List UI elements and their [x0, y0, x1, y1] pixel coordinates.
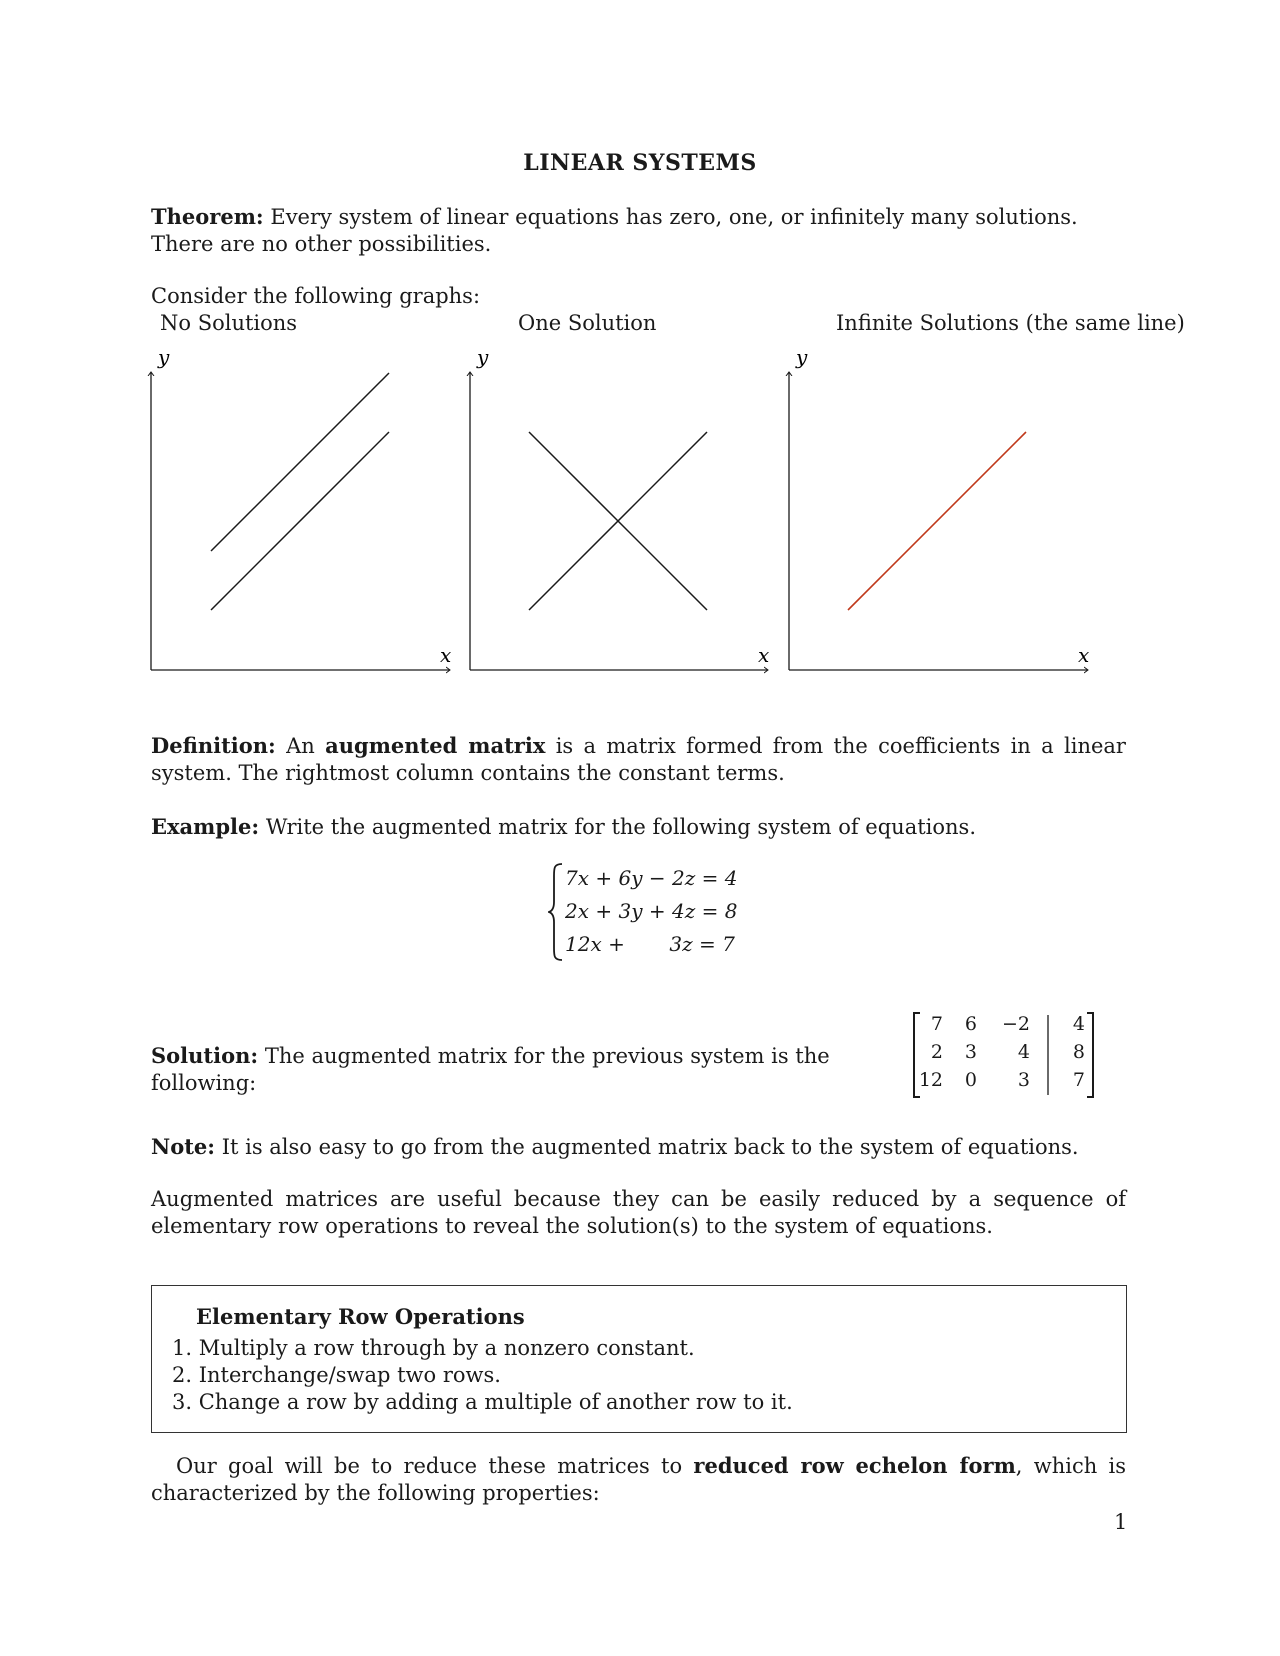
- definition-post: is a matrix formed from the coefficients in a linear system. The rightmost column contains the constant terms.: [151, 734, 1126, 785]
- matrix-cell: 4: [1017, 1041, 1030, 1063]
- graph-label-one-solution: One Solution: [518, 311, 657, 335]
- y-axis-label: y: [477, 345, 489, 369]
- example-text: Write the augmented matrix for the following system of equations.: [265, 815, 976, 839]
- equation-1: 7x + 6y − 2z = 4: [565, 866, 738, 890]
- row-operation-item: 1. Multiply a row through by a nonzero constant.: [172, 1336, 695, 1360]
- theorem-label: Theorem:: [151, 204, 264, 229]
- row-operations-box: [151, 1285, 1127, 1433]
- example-paragraph: [151, 813, 1126, 841]
- goal-pre: Our goal will be to reduce these matrices to: [176, 1454, 683, 1478]
- solution-paragraph: [151, 1042, 911, 1097]
- row-operation-item: 2. Interchange/swap two rows.: [172, 1363, 501, 1387]
- matrix-cell: 3: [964, 1041, 977, 1063]
- y-axis-label: y: [796, 345, 808, 369]
- example-label: Example:: [151, 814, 260, 839]
- system-brace: [548, 862, 564, 962]
- matrix-cell: 3: [1017, 1069, 1030, 1091]
- note-text: It is also easy to go from the augmented matrix back to the system of equations.: [221, 1135, 1079, 1159]
- goal-term: reduced row echelon form: [693, 1453, 1016, 1478]
- same-line: [848, 432, 1026, 610]
- matrix-cell: 6: [964, 1013, 977, 1035]
- graph-label-infinite-solutions: Infinite Solutions (the same line): [836, 311, 1185, 335]
- graphs-figure: [0, 0, 1280, 700]
- goal-post: , which is characterized by the following properties:: [151, 1454, 1126, 1505]
- matrix-cell: 7: [1072, 1069, 1085, 1091]
- row-operation-item: 3. Change a row by adding a multiple of another row to it.: [172, 1390, 793, 1414]
- y-axis-label: y: [158, 345, 170, 369]
- matrix-cell: −2: [1001, 1013, 1030, 1035]
- note-label: Note:: [151, 1134, 216, 1159]
- matrix-cell: 4: [1072, 1013, 1085, 1035]
- page-number: 1: [1114, 1510, 1128, 1534]
- row-operations-title: Elementary Row Operations: [196, 1304, 525, 1329]
- parallel-line-2: [211, 432, 389, 610]
- page-title: LINEAR SYSTEMS: [523, 150, 757, 176]
- equation-3: 12x + 3z = 7: [565, 932, 735, 956]
- graph-one-solution: [470, 345, 769, 670]
- parallel-line-1: [211, 373, 389, 551]
- note-paragraph: [151, 1133, 1126, 1161]
- x-axis-label: x: [758, 643, 770, 667]
- theorem-text: Every system of linear equations has zero, one, or infinitely many solutions. There are no other possibilities.: [151, 205, 1078, 256]
- matrix-cell: 2: [930, 1041, 943, 1063]
- usefulness-paragraph: Augmented matrices are useful because they can be easily reduced by a sequence of elementary row operations to reveal the solution(s) to the system of equations.: [151, 1187, 1126, 1238]
- graphs-intro: Consider the following graphs:: [151, 284, 481, 308]
- solution-label: Solution:: [151, 1043, 259, 1068]
- graph-infinite-solutions: [789, 345, 1089, 670]
- definition-term: augmented matrix: [325, 733, 546, 758]
- definition-label: Definition:: [151, 733, 276, 758]
- matrix-cell: 12: [918, 1069, 943, 1091]
- matrix-cell: 7: [930, 1013, 943, 1035]
- equation-2: 2x + 3y + 4z = 8: [565, 899, 738, 923]
- definition-paragraph: [151, 732, 1126, 787]
- matrix-cell: 0: [964, 1069, 977, 1091]
- matrix-cell: 8: [1072, 1041, 1085, 1063]
- graph-label-no-solutions: No Solutions: [160, 311, 298, 335]
- definition-pre: An: [286, 734, 315, 758]
- goal-paragraph: [151, 1452, 1126, 1507]
- x-axis-label: x: [440, 643, 452, 667]
- augmented-matrix: [913, 1009, 1093, 1095]
- graph-no-solutions: [151, 345, 451, 670]
- solution-text: The augmented matrix for the previous system is the following:: [151, 1044, 830, 1095]
- x-axis-label: x: [1078, 643, 1090, 667]
